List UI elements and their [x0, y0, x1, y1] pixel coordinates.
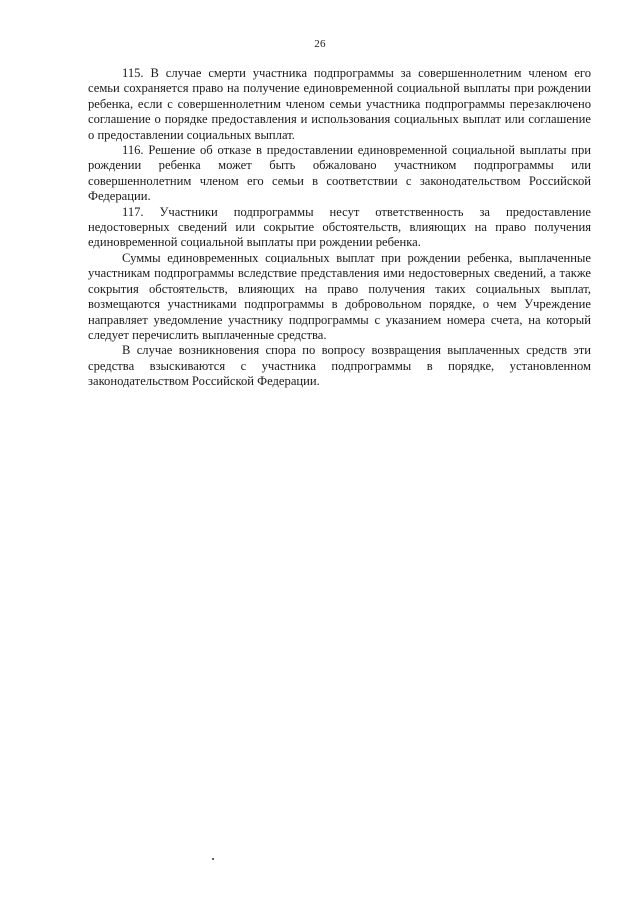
paragraph-116: 116. Решение об отказе в предоставлении единовременной социальной выплаты при рождении ребенка может быть обжаловано участником подпрограммы или совершеннолетним членом его семьи в соответствии с законодательством Российской Федерации. [88, 143, 591, 204]
page-number: 26 [314, 38, 326, 50]
paragraph-refund-sums: Суммы единовременных социальных выплат при рождении ребенка, выплаченные участникам подпрограммы вследствие представления ими недостоверных сведений, а также сокрытия обстоятельств, влияющих на право получения таких социальных выплат, возмещаются участниками подпрограммы в добровольном порядке, о чем Учреждение направляет уведомление участнику подпрограммы с указанием номера счета, на который следует перечислить выплаченные средства. [88, 250, 591, 342]
paragraph-117: 117. Участники подпрограммы несут ответственность за предоставление недостоверных сведений или сокрытие обстоятельств, влияющих на право получения единовременной социальной выплаты при рождении ребенка. [88, 204, 591, 250]
paragraph-dispute: В случае возникновения спора по вопросу возвращения выплаченных средств эти средства взыскиваются с участника подпрограммы в порядке, установленном законодательством Российской Федерации. [88, 343, 591, 389]
paragraph-115: 115. В случае смерти участника подпрограммы за совершеннолетним членом его семьи сохраняется право на получение единовременной социальной выплаты при рождении ребенка, если с совершеннолетним членом семьи участника подпрограммы перезаключено соглашение о порядке предоставления и использования социальных выплат или соглашение о предоставлении социальных выплат. [88, 66, 591, 142]
document-body [88, 66, 591, 390]
scan-speck [212, 858, 214, 860]
